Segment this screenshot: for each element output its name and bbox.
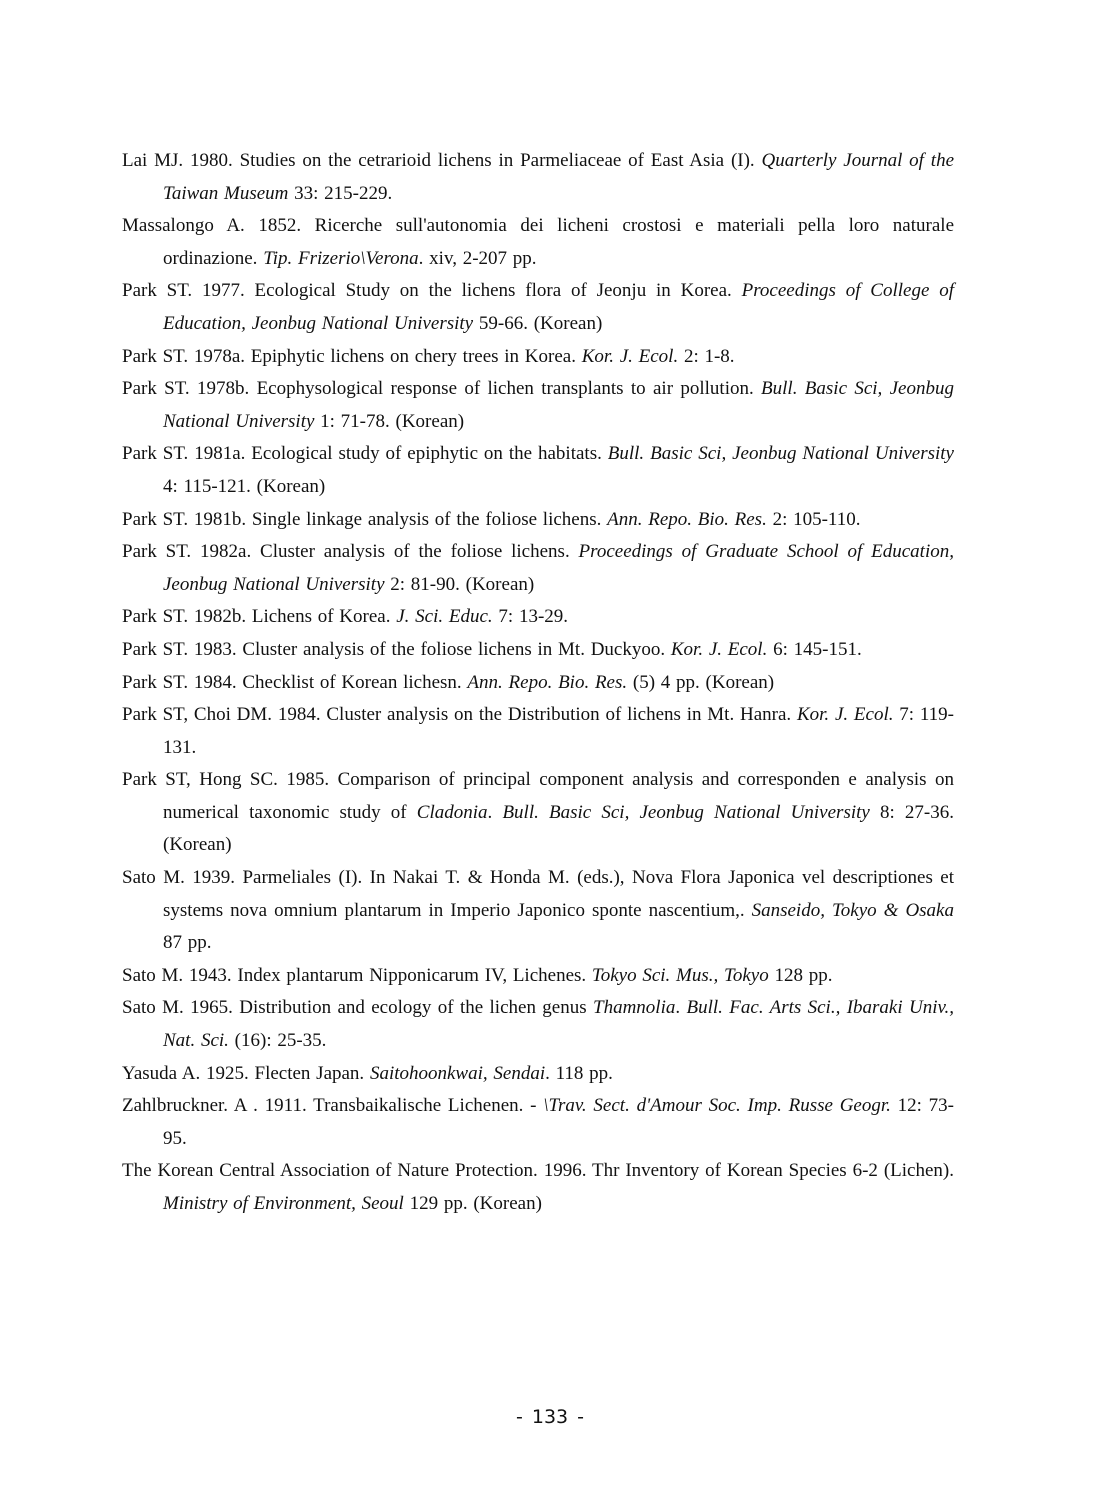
- reference-text: . xiv, 2-207 pp.: [418, 247, 537, 269]
- reference-source: Bull. Basic Sci, Jeonbug National University: [607, 443, 954, 465]
- reference-entry: [122, 438, 954, 503]
- reference-entry: [122, 373, 954, 438]
- reference-source: Sanseido, Tokyo & Osaka: [751, 899, 954, 921]
- reference-text: 2: 81-90. (Korean): [384, 573, 535, 595]
- reference-entry: [122, 992, 954, 1057]
- reference-text: (5) 4 pp. (Korean): [627, 671, 775, 693]
- reference-text: Sato M. 1943. Index plantarum Nipponicarum IV, Lichenes.: [122, 964, 592, 986]
- reference-entry: [122, 145, 954, 210]
- reference-text: Park ST. 1981b. Single linkage analysis of the foliose lichens.: [122, 508, 608, 530]
- reference-text: Park ST, Choi DM. 1984. Cluster analysis on the Distribution of lichens in Mt. Hanra.: [122, 704, 797, 726]
- reference-text: 7: 119-131.: [163, 704, 954, 758]
- reference-text: 8: 27-36. (Korean): [163, 801, 954, 856]
- reference-entry: [122, 536, 954, 601]
- reference-text: Park ST. 1981a. Ecological study of epiphytic on the habitats.: [122, 443, 608, 465]
- reference-entry: [122, 699, 954, 764]
- reference-source: Thamnolia: [593, 997, 676, 1019]
- reference-source: Kor. J. Ecol.: [581, 345, 679, 367]
- reference-entry: [122, 1090, 954, 1155]
- reference-text: 2: 105-110.: [766, 508, 861, 530]
- reference-text: 7: 13-29.: [492, 606, 569, 628]
- reference-text: Park ST, Hong SC. 1985. Comparison of principal component analysis and corresponden e analysis on numerical taxonomic study of: [122, 769, 954, 823]
- reference-source: Ann. Repo. Bio. Res.: [607, 508, 767, 530]
- reference-text: 33: 215-229.: [288, 182, 393, 204]
- reference-text: Park ST. 1983. Cluster analysis of the foliose lichens in Mt. Duckyoo.: [122, 638, 671, 660]
- reference-text: . 118 pp.: [545, 1062, 613, 1084]
- reference-text: Yasuda A. 1925. Flecten Japan.: [122, 1062, 370, 1084]
- reference-text: 6: 145-151.: [767, 638, 862, 660]
- reference-entry: [122, 210, 954, 275]
- reference-entry: [122, 1058, 954, 1091]
- reference-text: .: [675, 997, 687, 1019]
- reference-entry: [122, 667, 954, 700]
- reference-source: Bull. Fac. Arts Sci., Ibaraki Univ., Nat. Sci.: [163, 997, 955, 1052]
- page-number: - 133 -: [515, 1406, 585, 1428]
- reference-source: J. Sci. Educ.: [396, 606, 493, 628]
- reference-text: Lai MJ. 1980. Studies on the cetrarioid lichens in Parmeliaceae of East Asia (I).: [122, 150, 762, 171]
- reference-text: 2: 1-8.: [678, 345, 735, 367]
- reference-text: Park ST. 1978b. Ecophysological response of lichen transplants to air pollution.: [122, 378, 762, 400]
- reference-source: Saitohoonkwai, Sendai: [369, 1062, 546, 1084]
- reference-source: Quarterly Journal of the Taiwan Museum: [163, 150, 955, 204]
- reference-text: .: [487, 801, 503, 823]
- reference-text: Park ST. 1982b. Lichens of Korea.: [122, 606, 397, 628]
- reference-source: Proceedings of College of Education, Jeonbug National University: [163, 280, 955, 334]
- reference-text: Park ST. 1984. Checklist of Korean lichesn.: [122, 671, 468, 693]
- reference-source: Bull. Basic Sci, Jeonbug National University: [163, 378, 954, 432]
- reference-text: 87 pp.: [163, 932, 212, 954]
- reference-source: Kor. J. Ecol.: [670, 638, 768, 660]
- reference-entry: [122, 634, 954, 667]
- reference-text: 12: 73-95.: [163, 1095, 955, 1149]
- reference-text: Park ST. 1978a. Epiphytic lichens on chery trees in Korea.: [122, 345, 582, 367]
- reference-entry: [122, 960, 954, 993]
- reference-entry: [122, 764, 954, 862]
- reference-source: Cladonia: [416, 801, 488, 823]
- reference-text: 1: 71-78. (Korean): [314, 410, 465, 432]
- reference-text: 128 pp.: [768, 964, 833, 986]
- reference-entry: [122, 1155, 954, 1220]
- reference-source: Proceedings of Graduate School of Education, Jeonbug National University: [163, 541, 954, 595]
- reference-source: Ann. Repo. Bio. Res.: [467, 671, 628, 693]
- reference-text: 59-66. (Korean): [473, 312, 603, 334]
- reference-source: Kor. J. Ecol.: [796, 704, 894, 726]
- reference-text: Park ST. 1977. Ecological Study on the lichens flora of Jeonju in Korea.: [122, 280, 742, 302]
- reference-text: 4: 115-121. (Korean): [163, 475, 326, 497]
- reference-text: Sato M. 1965. Distribution and ecology of the lichen genus: [122, 997, 594, 1019]
- reference-list: [122, 145, 954, 1221]
- reference-source: Tip. Frizerio\Verona: [263, 247, 419, 269]
- reference-text: The Korean Central Association of Nature Protection. 1996. Thr Inventory of Korean Species 6-2 (Lichen).: [122, 1160, 954, 1182]
- reference-entry: [122, 862, 954, 960]
- reference-entry: [122, 601, 954, 634]
- reference-source: Tokyo Sci. Mus., Tokyo: [591, 964, 769, 986]
- reference-source: Bull. Basic Sci, Jeonbug National University: [502, 801, 870, 823]
- reference-text: Park ST. 1982a. Cluster analysis of the foliose lichens.: [122, 541, 579, 563]
- reference-text: 129 pp. (Korean): [403, 1193, 542, 1214]
- reference-entry: [122, 341, 954, 374]
- reference-source: \Trav. Sect. d'Amour Soc. Imp. Russe Geogr.: [543, 1095, 891, 1117]
- reference-entry: [122, 275, 954, 340]
- reference-text: Massalongo A. 1852. Ricerche sull'autonomia dei licheni crostosi e materiali pella loro naturale ordinazione.: [122, 215, 954, 269]
- reference-text: (16): 25-35.: [228, 1030, 327, 1052]
- reference-text: Zahlbruckner. A . 1911. Transbaikalische Lichenen. -: [122, 1095, 544, 1117]
- reference-entry: [122, 504, 954, 537]
- reference-text: Sato M. 1939. Parmeliales (I). In Nakai T. & Honda M. (eds.), Nova Flora Japonica vel descriptiones et systems nova omnium plantarum in Imperio Japonico sponte nascentium,.: [122, 867, 954, 921]
- reference-source: Ministry of Environment, Seoul: [163, 1193, 404, 1214]
